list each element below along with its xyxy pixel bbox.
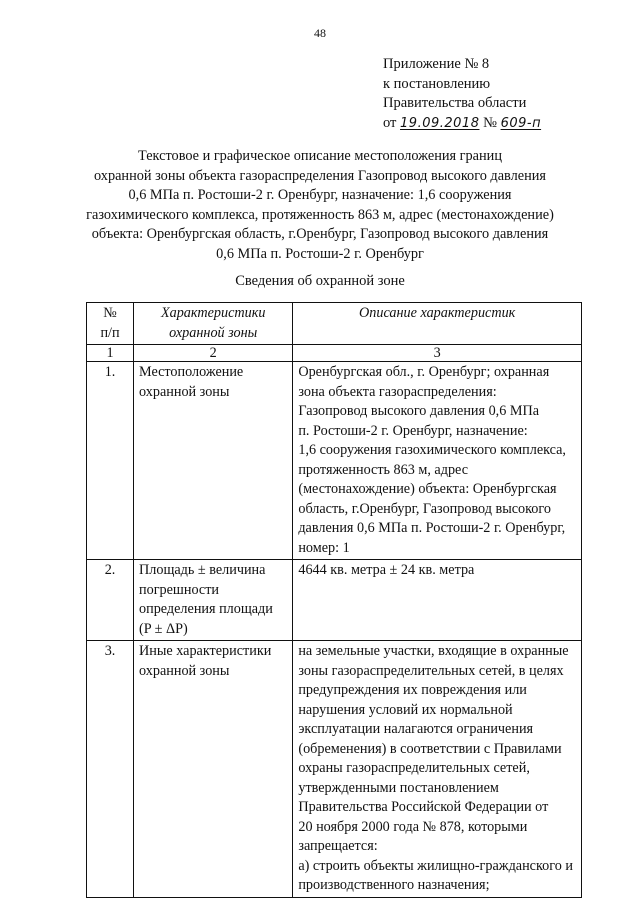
column-number-row	[87, 345, 582, 362]
row-number: 3.	[87, 641, 134, 898]
row-description: 4644 кв. метра ± 24 кв. метра	[293, 560, 582, 641]
handwritten-number: 609-п	[500, 115, 542, 131]
title-line: Текстовое и графическое описание местоположения границ	[138, 148, 502, 164]
appendix-authority: Правительства области	[383, 95, 527, 111]
column-number: 2	[134, 345, 293, 362]
table-row	[87, 362, 582, 560]
title-line: 0,6 МПа п. Ростоши-2 г. Оренбург	[216, 245, 424, 262]
row-description: на земельные участки, входящие в охранные зоны газораспределительных сетей, в целях предупреждения их повреждения или нарушения условий их нормальной эксплуатации налагаются ограничения (обременения) в соответствии с Правилами охраны газораспределительных сетей, утвержденными постановлением Правительства Российской Федерации от 20 ноября 2000 года № 878, которыми запрещается: а) строить объекты жилищно-гражданского и производственного назначения;	[293, 641, 582, 898]
appendix-date-line	[383, 114, 541, 134]
table-row	[87, 560, 582, 641]
header-description: Описание характеристик	[293, 303, 582, 345]
row-characteristic: Иные характеристики охранной зоны	[134, 641, 293, 898]
appendix-block	[383, 55, 541, 133]
row-description: Оренбургская обл., г. Оренбург; охранная зона объекта газораспределения: Газопровод высокого давления 0,6 МПа п. Ростоши-2 г. Оренбург, назначение: 1,6 сооружения газохимического комплекса, протяженность 863 м, адрес (местонахождение) объекта: Оренбургская область, г.Оренбург, Газопровод высокого давления 0,6 МПа п. Ростоши-2 г. Оренбург, номер: 1	[293, 362, 582, 560]
row-number: 2.	[87, 560, 134, 641]
title-line: 0,6 МПа п. Ростоши-2 г. Оренбург, назначение: 1,6 сооружения	[128, 187, 512, 203]
title-line: объекта: Оренбургская область, г.Оренбург, Газопровод высокого давления	[91, 226, 549, 242]
row-characteristic: Местоположение охранной зоны	[134, 362, 293, 560]
row-number: 1.	[87, 362, 134, 560]
column-number: 1	[87, 345, 134, 362]
table-header-row	[87, 303, 582, 345]
protection-zone-table	[86, 302, 582, 898]
header-number: № п/п	[87, 303, 134, 345]
header-characteristics: Характеристики охранной зоны	[134, 303, 293, 345]
table-row	[87, 641, 582, 898]
title-line: охранной зоны объекта газораспределения Газопровод высокого давления	[94, 167, 546, 184]
handwritten-date: 19.09.2018	[400, 115, 480, 131]
column-number: 3	[293, 345, 582, 362]
section-subtitle: Сведения об охранной зоне	[235, 273, 405, 289]
row-characteristic: Площадь ± величина погрешности определения площади (P ± ΔP)	[134, 560, 293, 641]
title-line: газохимического комплекса, протяженность 863 м, адрес (местонахождение)	[86, 206, 554, 223]
appendix-ref: к постановлению	[383, 75, 491, 92]
page-number: 48	[314, 26, 326, 40]
document-title	[40, 147, 600, 264]
date-prefix: от	[383, 114, 397, 131]
appendix-title: Приложение № 8	[383, 56, 490, 72]
number-prefix: №	[483, 114, 497, 131]
